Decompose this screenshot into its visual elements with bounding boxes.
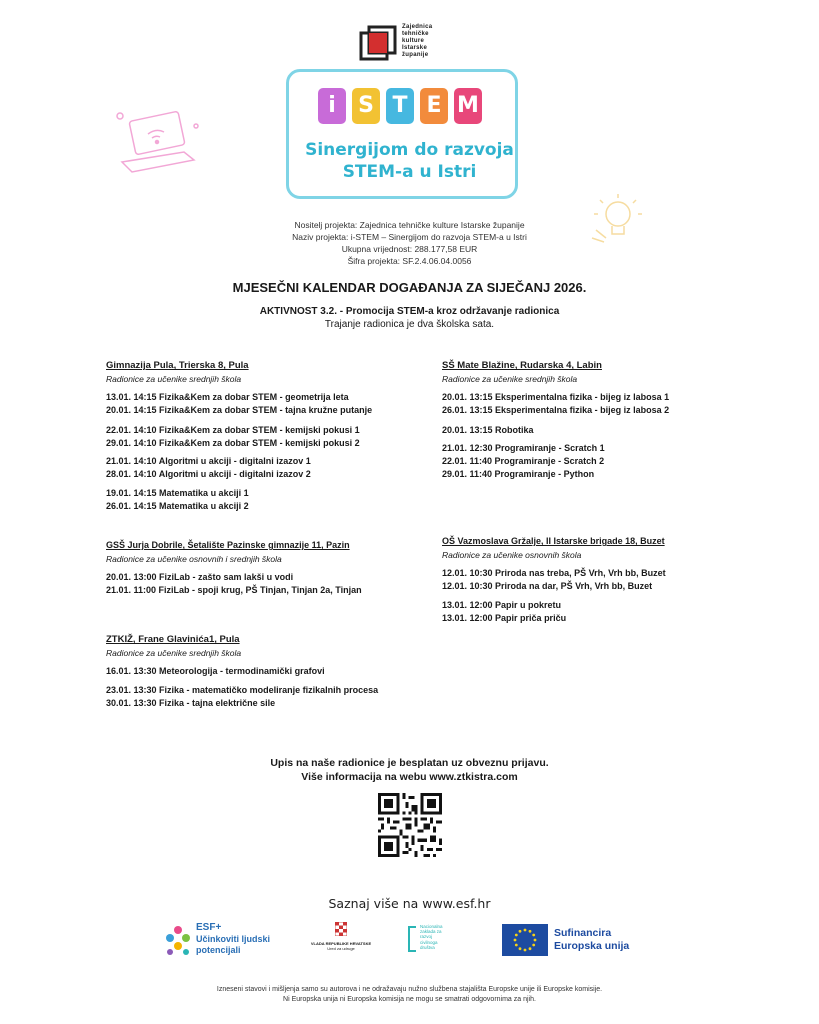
eu-logo bbox=[502, 924, 642, 958]
project-value: Ukupna vrijednost: 288.177,58 EUR bbox=[341, 244, 478, 254]
eu-line-1: Sufinancira bbox=[554, 927, 612, 939]
project-name: Naziv projekta: i-STEM – Sinergijom do razvoja STEM-a u Istri bbox=[292, 232, 527, 242]
page-title: MJESEČNI KALENDAR DOGAĐANJA ZA SIJEČANJ 2026. bbox=[232, 280, 587, 295]
event-item: 30.01. 13:30 Fizika - tajna električne sile bbox=[106, 698, 276, 708]
croatia-coat-of-arms-icon bbox=[335, 922, 347, 936]
nzrcd-logo bbox=[408, 922, 468, 962]
disclaimer-line-1: Izneseni stavovi i mišljenja samo su autorova i ne odražavaju nužno službena stajališta Europske unije ili Europske komisije. bbox=[216, 986, 603, 993]
block-subtitle: Radionice za učenike srednjih škola bbox=[106, 374, 242, 384]
gov-sub: Ured za udruge bbox=[327, 946, 355, 951]
block-title-ss-mate-blazine: SŠ Mate Blažine, Rudarska 4, Labin bbox=[442, 360, 602, 371]
slogan-line-1: Sinergijom do razvoja bbox=[305, 140, 514, 160]
signup-note: Upis na naše radionice je besplatan uz obveznu prijavu. bbox=[270, 757, 549, 769]
block-title-os-vazmoslava-grzalje: OŠ Vazmoslava Gržalje, II Istarske brigade 18, Buzet bbox=[442, 536, 665, 546]
duration-note: Trajanje radionica je dva školska sata. bbox=[324, 319, 495, 330]
puzzle-piece-i: i bbox=[318, 88, 346, 124]
event-item: 22.01. 11:40 Programiranje - Scratch 2 bbox=[442, 456, 605, 466]
event-item: 13.01. 14:15 Fizika&Kem za dobar STEM - geometrija leta bbox=[106, 392, 349, 402]
esf-plus-label: ESF+ bbox=[196, 922, 222, 933]
esf-line-1: Učinkoviti ljudski bbox=[196, 934, 271, 944]
project-code: Šifra projekta: SF.2.4.06.04.0056 bbox=[347, 256, 472, 266]
puzzle-piece-e: E bbox=[420, 88, 448, 124]
esf-link[interactable]: Saznaj više na www.esf.hr bbox=[328, 896, 491, 911]
block-subtitle: Radionice za učenike srednjih škola bbox=[442, 374, 578, 384]
puzzle-piece-t: T bbox=[386, 88, 414, 124]
puzzle-piece-s: S bbox=[352, 88, 380, 124]
block-subtitle: Radionice za učenike osnovnih i srednjih škola bbox=[106, 554, 282, 564]
event-item: 29.01. 11:40 Programiranje - Python bbox=[442, 469, 595, 479]
activity-title: AKTIVNOST 3.2. - Promocija STEM-a kroz održavanje radionica bbox=[259, 306, 560, 317]
event-item: 12.01. 10:30 Priroda nas treba, PŠ Vrh, Vrh bb, Buzet bbox=[442, 568, 666, 578]
block-title-gss-jurja-dobrile: GSŠ Jurja Dobrile, Šetalište Pazinske gimnazije 11, Pazin bbox=[106, 540, 350, 550]
event-item: 21.01. 11:00 FiziLab - spoji krug, PŠ Tinjan, Tinjan 2a, Tinjan bbox=[106, 585, 362, 595]
event-item: 26.01. 13:15 Eksperimentalna fizika - bijeg iz labosa 2 bbox=[442, 405, 670, 415]
gov-logo bbox=[304, 922, 378, 962]
esf-plus-logo bbox=[164, 922, 304, 962]
event-item: 19.01. 14:15 Matematika u akciji 1 bbox=[106, 488, 249, 498]
event-item: 23.01. 13:30 Fizika - matematičko modeliranje fizikalnih procesa bbox=[106, 685, 379, 695]
event-item: 20.01. 13:15 Eksperimentalna fizika - bijeg iz labosa 1 bbox=[442, 392, 670, 402]
block-subtitle: Radionice za učenike osnovnih škola bbox=[442, 550, 582, 560]
event-item: 20.01. 14:15 Fizika&Kem za dobar STEM - tajna kružne putanje bbox=[106, 405, 373, 415]
nzrcd-text: Nacionalna zaklada za razvoj civilnoga društva bbox=[420, 924, 443, 950]
event-item: 28.01. 14:10 Algoritmi u akciji - digitalni izazov 2 bbox=[106, 469, 311, 479]
event-item: 12.01. 10:30 Priroda na dar, PŠ Vrh, Vrh bb, Buzet bbox=[442, 581, 653, 591]
event-item: 13.01. 12:00 Papir priča priču bbox=[442, 613, 567, 623]
block-title-ztkiz: ZTKIŽ, Frane Glavinića1, Pula bbox=[106, 634, 240, 645]
slogan-line-2: STEM-a u Istri bbox=[342, 162, 477, 182]
block-title-gimnazija-pula: Gimnazija Pula, Trierska 8, Pula bbox=[106, 360, 249, 371]
event-item: 21.01. 12:30 Programiranje - Scratch 1 bbox=[442, 443, 605, 453]
bracket-left-icon bbox=[408, 926, 416, 952]
qr-code[interactable] bbox=[378, 793, 442, 857]
puzzle-piece-m: M bbox=[454, 88, 482, 124]
disclaimer-line-2: Ni Europska unija ni Europska komisija ne mogu se smatrati odgovornima za njih. bbox=[283, 996, 536, 1003]
esf-line-2: potencijali bbox=[196, 945, 241, 955]
event-item: 16.01. 13:30 Meteorologija - termodinamički grafovi bbox=[106, 666, 325, 676]
project-holder: Nositelj projekta: Zajednica tehničke kulture Istarske županije bbox=[294, 220, 525, 230]
esf-star-icon bbox=[164, 924, 192, 958]
event-item: 29.01. 14:10 Fizika&Kem za dobar STEM - kemijski pokusi 2 bbox=[106, 438, 360, 448]
event-item: 20.01. 13:15 Robotika bbox=[442, 425, 534, 435]
website-note[interactable]: Više informacija na webu www.ztkistra.com bbox=[301, 771, 518, 783]
event-item: 22.01. 14:10 Fizika&Kem za dobar STEM - kemijski pokusi 1 bbox=[106, 425, 360, 435]
event-item: 20.01. 13:00 FiziLab - zašto sam lakši u vodi bbox=[106, 572, 294, 582]
ztkiz-logo bbox=[358, 24, 398, 64]
event-item: 13.01. 12:00 Papir u pokretu bbox=[442, 600, 562, 610]
block-subtitle: Radionice za učenike srednjih škola bbox=[106, 648, 242, 658]
event-item: 26.01. 14:15 Matematika u akciji 2 bbox=[106, 501, 249, 511]
eu-line-2: Europska unija bbox=[554, 940, 630, 952]
event-item: 21.01. 14:10 Algoritmi u akciji - digitalni izazov 1 bbox=[106, 456, 311, 466]
eu-flag-icon bbox=[502, 924, 548, 956]
org-name: Zajednica tehničke kulture Istarske županije bbox=[402, 24, 433, 58]
gov-name: VLADA REPUBLIKE HRVATSKE bbox=[310, 941, 372, 946]
